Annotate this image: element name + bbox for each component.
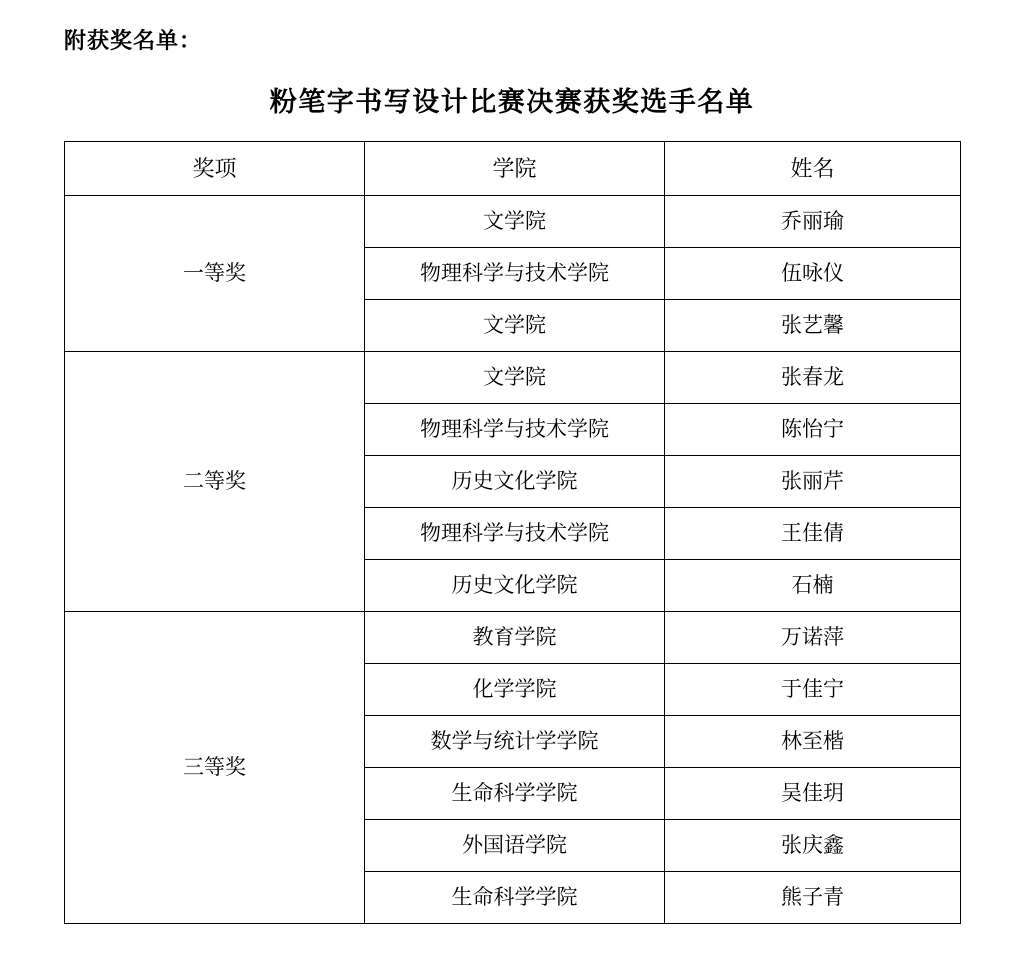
cell-name: 于佳宁 xyxy=(665,664,961,716)
cell-name: 张艺馨 xyxy=(665,300,961,352)
cell-college: 文学院 xyxy=(365,300,665,352)
award-group-label: 三等奖 xyxy=(65,612,365,924)
cell-name: 张春龙 xyxy=(665,352,961,404)
cell-name: 石楠 xyxy=(665,560,961,612)
page-title: 粉笔字书写设计比赛决赛获奖选手名单 xyxy=(269,87,755,117)
cell-college: 生命科学学院 xyxy=(365,872,665,924)
cell-name: 万诺萍 xyxy=(665,612,961,664)
cell-college: 外国语学院 xyxy=(365,820,665,872)
cell-college: 历史文化学院 xyxy=(365,560,665,612)
cell-college: 物理科学与技术学院 xyxy=(365,404,665,456)
table-row xyxy=(65,352,961,404)
cell-name: 乔丽瑜 xyxy=(665,196,961,248)
table-row xyxy=(65,196,961,248)
cell-college: 文学院 xyxy=(365,352,665,404)
table-body xyxy=(65,196,961,924)
cell-name: 吴佳玥 xyxy=(665,768,961,820)
cell-name: 王佳倩 xyxy=(665,508,961,560)
cell-name: 张丽芹 xyxy=(665,456,961,508)
attachment-label: 附获奖名单： xyxy=(64,28,203,53)
award-group-label: 一等奖 xyxy=(65,196,365,352)
cell-college: 教育学院 xyxy=(365,612,665,664)
cell-name: 伍咏仪 xyxy=(665,248,961,300)
award-group-label: 二等奖 xyxy=(65,352,365,612)
cell-college: 生命科学学院 xyxy=(365,768,665,820)
cell-college: 化学学院 xyxy=(365,664,665,716)
column-header-award: 奖项 xyxy=(65,142,365,196)
column-header-college: 学院 xyxy=(365,142,665,196)
cell-college: 物理科学与技术学院 xyxy=(365,248,665,300)
cell-name: 熊子青 xyxy=(665,872,961,924)
cell-college: 数学与统计学学院 xyxy=(365,716,665,768)
cell-college: 物理科学与技术学院 xyxy=(365,508,665,560)
table-row xyxy=(65,612,961,664)
cell-name: 张庆鑫 xyxy=(665,820,961,872)
table-header-row xyxy=(65,142,961,196)
cell-college: 历史文化学院 xyxy=(365,456,665,508)
table-header xyxy=(65,142,961,196)
cell-name: 林至楷 xyxy=(665,716,961,768)
column-header-name: 姓名 xyxy=(665,142,961,196)
award-list-table xyxy=(64,141,961,924)
cell-name: 陈怡宁 xyxy=(665,404,961,456)
cell-college: 文学院 xyxy=(365,196,665,248)
